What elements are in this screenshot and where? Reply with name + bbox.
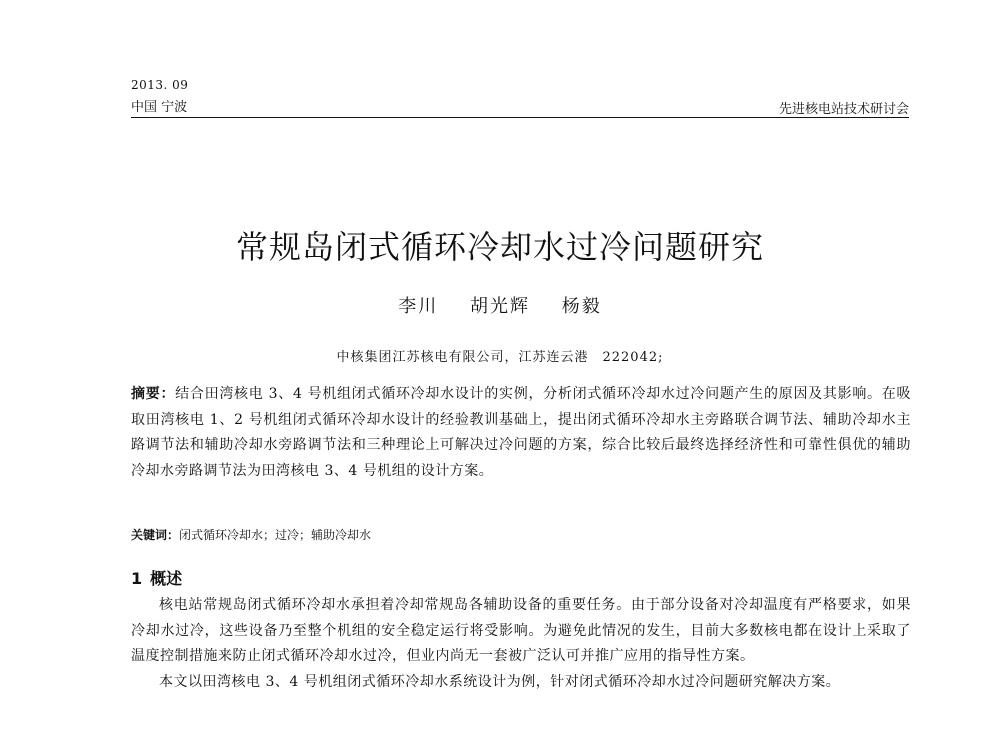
author-name: 李川 bbox=[398, 296, 439, 317]
section-body bbox=[131, 593, 911, 695]
body-paragraph: 本文以田湾核电 3、4 号机组闭式循环冷却水系统设计为例，针对闭式循环冷却水过冷问题研究解决方案。 bbox=[159, 673, 841, 690]
section-number: 1 bbox=[131, 569, 143, 588]
header-date: 2013. 09 bbox=[131, 78, 189, 92]
abstract bbox=[131, 382, 911, 484]
keywords-label: 关键词： bbox=[131, 528, 180, 542]
header-conference: 先进核电站技术研讨会 bbox=[778, 102, 909, 117]
author-list bbox=[0, 292, 1000, 318]
author-name: 胡光辉 bbox=[470, 296, 530, 317]
keywords-text: 闭式循环冷却水；过冷；辅助冷却水 bbox=[179, 528, 372, 542]
section-heading bbox=[131, 566, 182, 589]
abstract-label: 摘要： bbox=[131, 386, 176, 402]
body-paragraph: 核电站常规岛闭式循环冷却水承担着冷却常规岛各辅助设备的重要任务。由于部分设备对冷却温度有严格要求，如果冷却水过冷，这些设备乃至整个机组的安全稳定运行将受影响。为避免此情况的发生，目前大多数核电都在设计上采取了温度控制措施来防止闭式循环冷却水过冷，但业内尚无一套被广泛认可并推广应用的指导性方案。 bbox=[131, 597, 911, 664]
header-location: 中国 宁波 bbox=[131, 100, 188, 115]
affiliation: 中核集团江苏核电有限公司，江苏连云港 222042; bbox=[336, 350, 664, 365]
paper-title: 常规岛闭式循环冷却水过冷问题研究 bbox=[235, 228, 764, 266]
author-name: 杨毅 bbox=[561, 296, 602, 317]
keywords bbox=[131, 526, 371, 543]
section-title: 概述 bbox=[150, 569, 183, 588]
abstract-text: 结合田湾核电 3、4 号机组闭式循环冷却水设计的实例，分析闭式循环冷却水过冷问题产生的原因及其影响。在吸取田湾核电 1、2 号机组闭式循环冷却水设计的经验教训基础上，提出闭式循环冷却水主旁路联合调节法、辅助冷却水主路调节法和辅助冷却水旁路调节法和三种理论上可解决过冷问题的方案，综合比较后最终选择经济性和可靠性俱优的辅助冷却水旁路调节法为田湾核电 3、4 号机组的设计方案。 bbox=[131, 386, 911, 479]
header-rule bbox=[131, 117, 909, 118]
